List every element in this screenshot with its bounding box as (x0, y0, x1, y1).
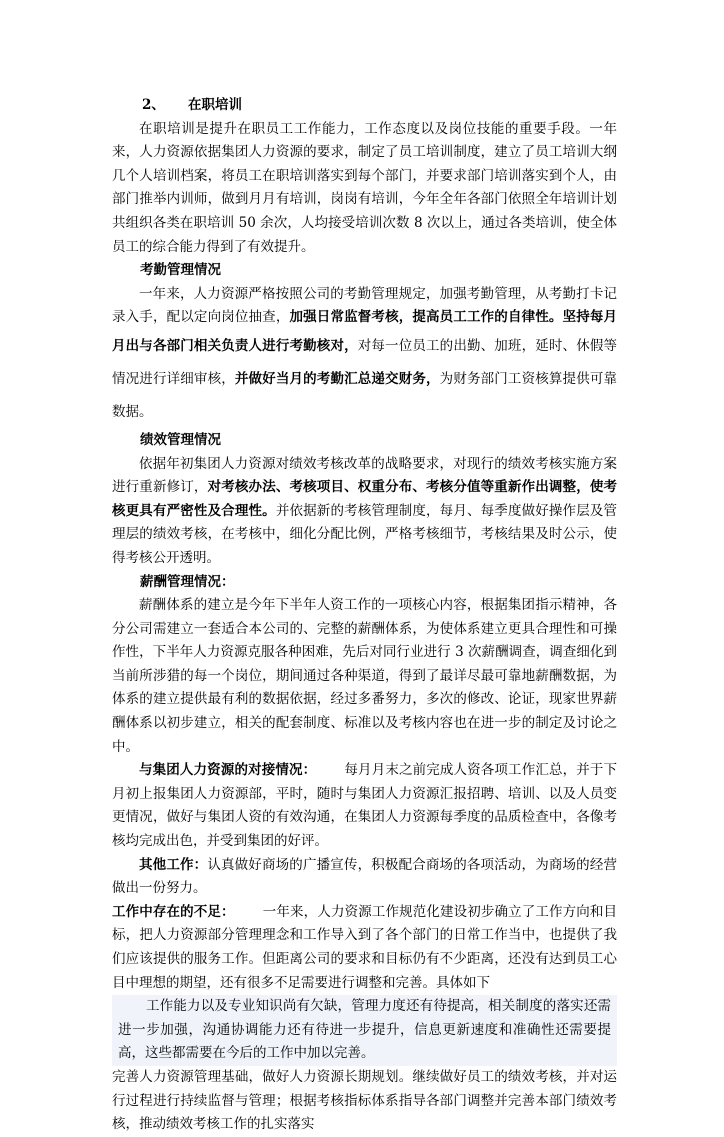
heading-shortcomings: 工作中存在的不足： (112, 903, 235, 920)
section-number: 2、 (142, 97, 165, 113)
performance-text-bold: 对考核办法、考核项目、权重分布、考核分值等重新作出调整，使考核更具有严密性及合理性。 (112, 479, 618, 519)
paragraph-salary: 薪酬体系的建立是今年下半年人资工作的一项核心内容，根据集团指示精神，各分公司需建立一套适合本公司的、完整的薪酬体系，为使体系建立更具合理性和可操作性，下半年人力资源克服各种困难，先后对同行业进行 3 次薪酬调查，调查细化到当前所涉猎的每一个岗位，期间通过各种渠道，得到了最详尽最可靠地薪酬数据，为体系的建立提供最有利的数据依据，经过多番努力，多次的修改、论证，现家世界薪酬体系以初步建立，相关的配套制度、标准以及考核内容也在进一步的制定及讨论之中。 (112, 597, 617, 755)
attendance-text-2: 对每一位员工的出勤、加班，延时、休假等情况进行详细审核， (112, 337, 617, 387)
shortcomings-text: 一年来，人力资源工作规范化建设初步确立了工作方向和目标，把人力资源部分管理理念和工作导入到了各个部门的日常工作当中，也提供了我们应该提供的服务工作。但距离公司的要求和目标仍有不少距离，还没有达到员工心目中理想的期望，还有很多不足需要进行调整和完善。具体如下 (112, 903, 618, 991)
performance-text-2: 并依据新的考核管理制度，每月、每季度做好操作层及管理层的绩效考核，在考核中，细化分配比例，严格考核细节，考核结果及时公示，使得考核公开透明。 (112, 502, 618, 566)
document-body (112, 94, 617, 1137)
attendance-text-1: 一年来，人力资源严格按照公司的考勤管理规定，加强考勤管理，从考勤打卡记录入手，配以定向岗位抽查， (112, 285, 617, 326)
paragraph-group-liaison (112, 759, 617, 853)
paragraph-improvement: 完善人力资源管理基础，做好人力资源长期规划。继续做好员工的绩效考核，并对运行过程进行持续监督与管理；根据考核指标体系指导各部门调整并完善本部门绩效考核，推动绩效考核工作的扎实落实 (112, 1068, 617, 1133)
other-work-text: 认真做好商场的广播宣传，积极配合商场的各项活动，为商场的经营做出一份努力。 (112, 856, 618, 897)
attendance-text-bold-2: 并做好当月的考勤汇总递交财务， (234, 370, 440, 387)
heading-other-work: 其他工作： (139, 856, 208, 873)
paragraph-performance (112, 453, 617, 571)
paragraph-attendance (112, 283, 617, 429)
attendance-text-bold: 加强日常监督考核，提高员工工作的自律性。坚持每月月出与各部门相关负责人进行考勤核对， (112, 309, 618, 354)
paragraph-ability: 工作能力以及专业知识尚有欠缺，管理力度还有待提高，相关制度的落实还需进一步加强，沟通协调能力还有待进一步提升，信息更新速度和准确性还需要提高，这些都需要在今后的工作中加以完善。 (112, 995, 617, 1066)
performance-text-1: 依据年初集团人力资源对绩效考核改革的战略要求，对现行的绩效考核实施方案进行重新修订， (112, 455, 617, 496)
heading-performance: 绩效管理情况 (140, 431, 221, 448)
section-heading-onjob-training (112, 94, 617, 118)
group-liaison-text: 每月月末之前完成人资各项工作汇总，并于下月初上报集团人力资源部，平时，随时与集团人力资源汇报招聘、培训、以及人员变更情况，做好与集团人资的有效沟通，在集团人力资源每季度的品质检查中，各像考核均完成出色，并受到集团的好评。 (112, 762, 618, 850)
paragraph-shortcomings (112, 901, 617, 995)
heading-salary: 薪酬管理情况： (140, 573, 235, 590)
heading-group-liaison: 与集团人力资源的对接情况： (139, 762, 317, 779)
heading-attendance: 考勤管理情况 (140, 262, 221, 279)
section-title: 在职培训 (188, 97, 242, 113)
attendance-text-3: 为财务部门工资核算提供可靠数据。 (112, 370, 618, 420)
paragraph-onjob-training: 在职培训是提升在职员工工作能力，工作态度以及岗位技能的重要手段。一年来，人力资源依据集团人力资源的要求，制定了员工培训制度，建立了员工培训大纲几个人培训档案，将员工在职培训落实到每个部门，并要求部门培训落实到个人，由部门推举内训师，做到月月有培训，岗岗有培训，今年全年各部门依照全年培训计划共组织各类在职培训 50 余次，人均接受培训次数 8 次以上，通过各类培训，使全体员工的综合能力得到了有效提升。 (112, 120, 617, 255)
paragraph-other-work (112, 854, 617, 901)
